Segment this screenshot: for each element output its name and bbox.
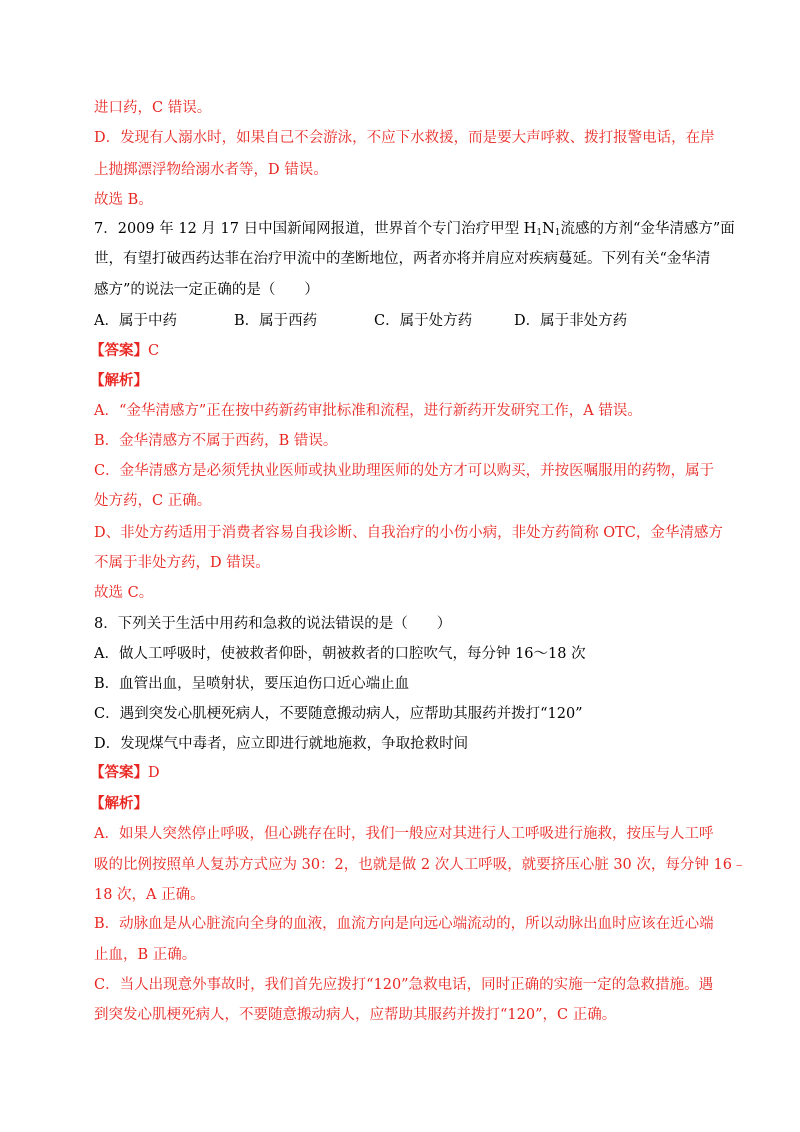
q7-analysis-c-line1: C．金华清感方是必须凭执业医师或执业助理医师的处方才可以购买，并按医嘱服用的药物，属于 — [94, 463, 715, 479]
q8-analysis-a-line2: 吸的比例按照单人复苏方式应为 30：2，也就是做 2 次人工呼吸，就要挤压心脏 30 次，每分钟 16﹣ — [94, 857, 747, 873]
prev-option-d-line1: D．发现有人溺水时，如果自己不会游泳，不应下水救援，而是要大声呼救、拨打报警电话，在岸 — [94, 130, 715, 146]
q8-option-a: A．做人工呼吸时，使被救者仰卧，朝被救者的口腔吹气，每分钟 16～18 次 — [94, 646, 586, 662]
q7-sub1: 1 — [536, 228, 543, 238]
q8-analysis-c-line2: 到突发心肌梗死病人，不要随意搬动病人，应帮助其服药并拨打“120”，C 正确。 — [94, 1007, 617, 1023]
q7-analysis-label: 【解析】 — [90, 372, 148, 389]
q8-stem: 8．下列关于生活中用药和急救的说法错误的是（ ） — [94, 616, 452, 632]
q7-analysis-a: A．“金华清感方”正在按中药新药审批标准和流程，进行新药开发研究工作，A 错误。 — [94, 403, 642, 419]
q7-stem-line3: 感方”的说法一定正确的是（ ） — [94, 282, 319, 298]
q7-answer-value: C — [148, 343, 160, 359]
q7-option-b: B．属于西药 — [234, 313, 318, 329]
q7-choose: 故选 C。 — [94, 585, 154, 601]
prev-option-d-line2: 上抛掷漂浮物给溺水者等，D 错误。 — [94, 162, 328, 178]
q8-option-d: D．发现煤气中毒者，应立即进行就地施救，争取抢救时间 — [94, 736, 469, 752]
q7-option-c: C．属于处方药 — [374, 313, 473, 329]
q8-answer-label: 【答案】 — [90, 764, 148, 781]
q8-answer-value: D — [148, 765, 160, 781]
q8-analysis-label: 【解析】 — [90, 795, 148, 812]
q8-analysis-b-line1: B．动脉血是从心脏流向全身的血液，血流方向是向远心端流动的，所以动脉出血时应该在近心端 — [94, 916, 714, 932]
q8-option-b: B．血管出血，呈喷射状，要压迫伤口近心端止血 — [94, 676, 410, 692]
q8-analysis-c-line1: C．当人出现意外事故时，我们首先应拨打“120”急救电话，同时正确的实施一定的急救措施。遇 — [94, 977, 714, 993]
q7-analysis-c-line2: 处方药，C 正确。 — [94, 493, 212, 509]
q8-analysis-a-line1: A．如果人突然停止呼吸，但心跳存在时，我们一般应对其进行人工呼吸进行施救，按压与人工呼 — [94, 826, 714, 842]
q7-analysis-b: B．金华清感方不属于西药，B 错误。 — [94, 433, 338, 449]
q7-stem-line1 — [94, 219, 735, 243]
q7-option-a: A．属于中药 — [94, 313, 177, 329]
q7-options — [94, 311, 627, 331]
q8-analysis-a-line3: 18 次，A 正确。 — [94, 887, 205, 903]
q7-analysis-d-line2: 不属于非处方药，D 错误。 — [94, 555, 270, 571]
q8-option-c: C．遇到突发心肌梗死病人，不要随意搬动病人，应帮助其服药并拨打“120” — [94, 706, 583, 722]
q7-stem-line2: 世，有望打破西药达菲在治疗甲流中的垄断地位，两者亦将并肩应对疾病蔓延。下列有关“金华清 — [94, 251, 711, 267]
q7-sub2: 1 — [554, 228, 561, 238]
prev-choose: 故选 B。 — [94, 192, 153, 208]
q7-n: N — [542, 221, 555, 237]
q7-stem-pre: 7．2009 年 12 月 17 日中国新闻网报道，世界首个专门治疗甲型 H — [94, 221, 537, 237]
q7-analysis-d-line1: D、非处方药适用于消费者容易自我诊断、自我治疗的小伤小病，非处方药简称 OTC，金华清感方 — [94, 525, 723, 541]
q7-stem-post: 流感的方剂“金华清感方”面 — [560, 221, 735, 237]
q8-analysis-b-line2: 止血，B 正确。 — [94, 947, 197, 963]
q7-answer-label: 【答案】 — [90, 342, 148, 359]
prev-continuation: 进口药，C 错误。 — [94, 100, 212, 116]
q8-answer — [90, 763, 160, 783]
q7-answer — [90, 341, 159, 361]
q7-option-d: D．属于非处方药 — [514, 313, 628, 329]
